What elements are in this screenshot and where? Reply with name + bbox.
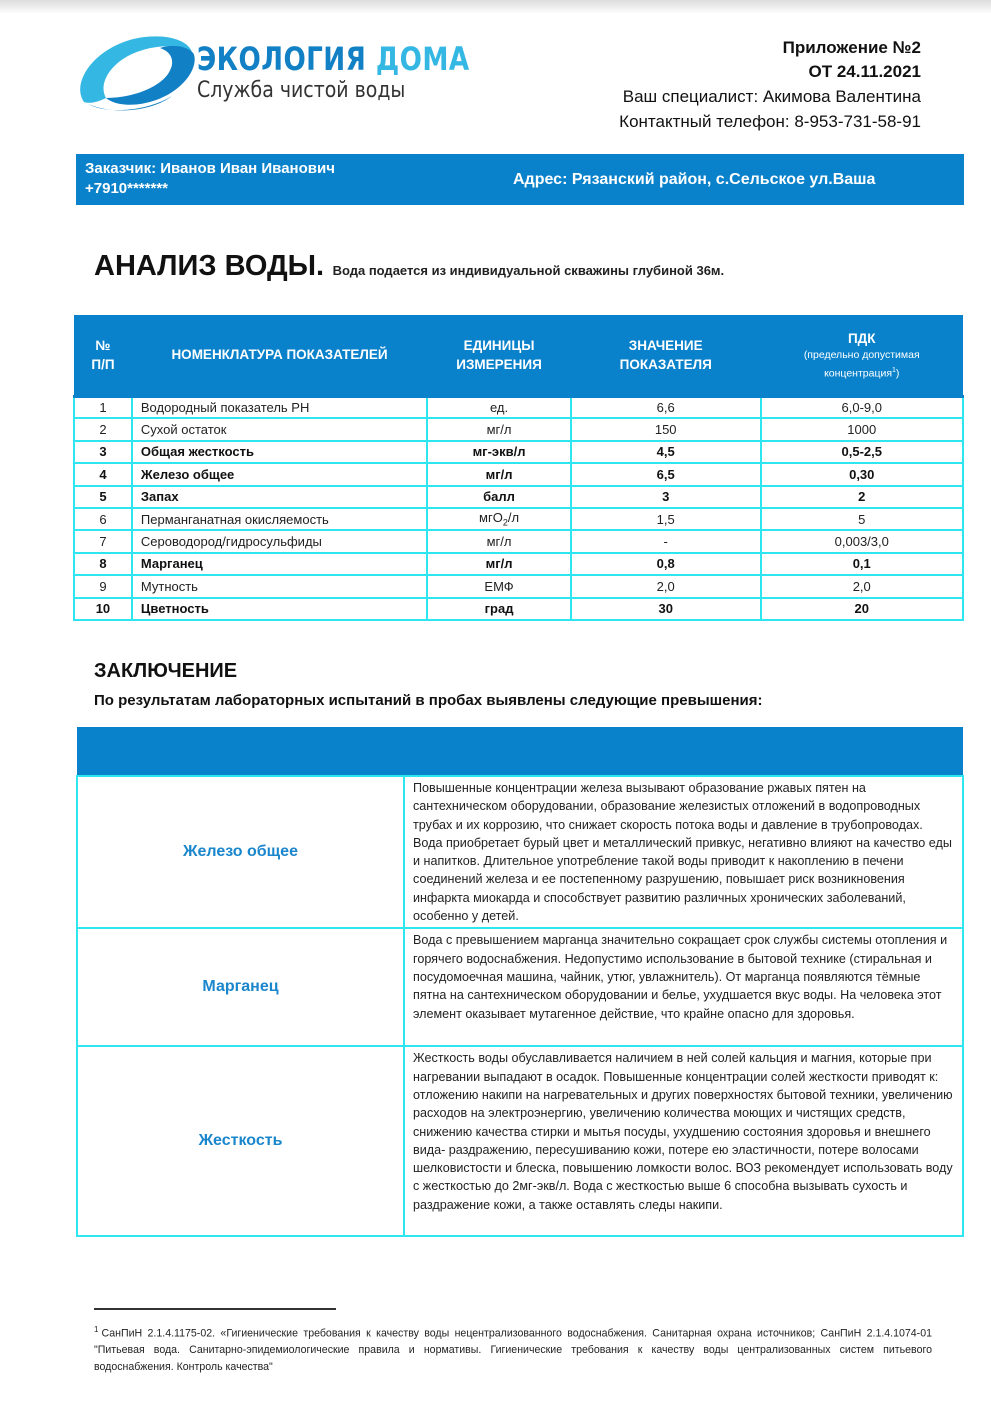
footnote — [94, 1322, 932, 1375]
conclusion-title: ЗАКЛЮЧЕНИЕ — [94, 660, 238, 682]
logo-title — [197, 40, 470, 78]
table-row: 7 Сероводород/гидросульфиды мг/л - 0,003/3,0 — [74, 530, 963, 552]
specialist-name: Ваш специалист: Акимова Валентина — [622, 87, 921, 106]
appendix-number: Приложение №2 — [782, 38, 921, 57]
col-header-pdk: ПДК (предельно допустимая концентрация$^1$) — [761, 315, 964, 396]
contact-phone: Контактный телефон: 8-953-731-58-91 — [619, 112, 921, 131]
swirl-logo-icon — [76, 32, 201, 114]
footnote-text: СанПиН 2.1.4.1175-02. «Гигиенические требования к качеству воды нецентрализованного водоснабжения. Санитарная охрана источников; СанПиН 2.1.4.1074-01 "Питьевая вода. Санитарно-эпидемиологические правила и нормативы. Гигиенические требования к качеству воды централизованных систем питьевого водоснабжения. Контроль качества" — [94, 1327, 932, 1373]
analysis-table — [73, 315, 964, 621]
analysis-heading — [94, 250, 724, 283]
table-row: 9 Мутность ЕМФ 2,0 2,0 — [74, 575, 963, 597]
customer-name: Заказчик: Иванов Иван Иванович — [85, 160, 335, 177]
customer-address: Адрес: Рязанский район, с.Сельское ул.Ваша — [513, 171, 876, 188]
page-top-shadow — [0, 0, 991, 14]
logo-subtitle: Служба чистой воды — [197, 78, 406, 103]
conclusion-row — [77, 1046, 963, 1236]
conclusion-text: Жесткость воды обуславливается наличием в ней солей кальция и магния, которые при нагревании выпадают в осадок. Повышенные концентрации солей жесткости приводят к: отложению накипи на нагревательных и других поверхностях бытовой техники, увеличению расходов на электроэнергию, увеличению количества моющих и чистящих средств, снижению качества стирки и мытья посуды, ухудшению состояния здоровья и внешнего вида- раздражению, пересушиванию кожи, потере ею эластичности, потере волосами шелковистости и блеска, повышению ломкости волос. ВОЗ рекомендует использовать воду с жесткостью до 2мг-экв/л. Вода с жесткостью выше 6 способна вызывать сухость и раздражение кожи, а также оставлять следы накипи. — [404, 1046, 963, 1236]
conclusion-label: Жесткость — [77, 1046, 404, 1236]
table-row-exceeded: 8 Марганец мг/л 0,8 0,1 — [74, 553, 963, 575]
footnote-separator — [94, 1308, 336, 1310]
conclusion-label: Железо общее — [77, 776, 404, 928]
analysis-subtitle: Вода подается из индивидуальной скважины глубиной 36м. — [332, 263, 725, 278]
table-row-exceeded: 4 Железо общее мг/л 6,5 0,30 — [74, 463, 963, 485]
col-header-unit: ЕДИНИЦЫ ИЗМЕРЕНИЯ — [427, 315, 571, 396]
conclusion-subtitle: По результатам лабораторных испытаний в пробах выявлены следующие превышения: — [94, 692, 763, 709]
col-header-number: № П/П — [74, 315, 132, 396]
table-row: 2 Сухой остаток мг/л 150 1000 — [74, 418, 963, 440]
conclusion-row — [77, 776, 963, 928]
company-logo — [76, 32, 470, 112]
table-row-exceeded: 3 Общая жесткость мг-экв/л 4,5 0,5-2,5 — [74, 441, 963, 463]
table-row: 6 Перманганатная окисляемость мгО$_2$/л 1,5 5 — [74, 508, 963, 530]
footnote-mark: 1 — [94, 1325, 99, 1334]
document-date: ОТ 24.11.2021 — [808, 62, 921, 81]
col-header-value: ЗНАЧЕНИЕ ПОКАЗАТЕЛЯ — [571, 315, 761, 396]
logo-title-word2: ДОМА — [375, 40, 470, 78]
table-row-exceeded: 10 Цветность град 30 20 — [74, 598, 963, 620]
conclusion-row — [77, 928, 963, 1046]
document-header-info — [619, 36, 921, 134]
table-row: 1 Водородный показатель РН ед. 6,6 6,0-9,0 — [74, 396, 963, 418]
conclusion-table-header — [77, 727, 963, 776]
customer-info — [85, 159, 335, 199]
conclusion-label: Марганец — [77, 928, 404, 1046]
customer-band — [76, 154, 964, 205]
analysis-title: АНАЛИЗ ВОДЫ. — [94, 250, 325, 282]
conclusion-text: Вода с превышением марганца значительно сокращает срок службы системы отопления и горячего водоснабжения. Недопустимо использование в бытовой технике (стиральная и посудомоечная машина, чайник, утюг, увлажнитель). От марганца появляются тёмные пятна на сантехническом оборудовании и белье, ухудшается вкус воды. На человека этот элемент оказывает мутагенное действие, что крайне опасно для здоровья. — [404, 928, 963, 1046]
conclusion-text: Повышенные концентрации железа вызывают образование ржавых пятен на сантехническом оборудовании, образование железистых отложений в водопроводных трубах и их коррозию, что снижает скорость потока воды и давление в трубопроводах. Вода приобретает бурый цвет и металлический привкус, негативно влияют на качество еды и напитков. Длительное употребление такой воды приводит к накоплению в печени соединений железа и ее постепенному разрушению, повышает риск возникновения инфаркта миокарда и способствует развитию различных хронических заболеваний, особенно у детей. — [404, 776, 963, 928]
col-header-name: НОМЕНКЛАТУРА ПОКАЗАТЕЛЕЙ — [132, 315, 427, 396]
customer-phone: +7910******* — [85, 180, 168, 197]
logo-title-word1: ЭКОЛОГИЯ — [197, 40, 367, 78]
footnote-marker: 1 — [892, 366, 896, 374]
unit-cell: мгО$_2$/л — [427, 508, 571, 530]
analysis-table-header — [74, 315, 963, 396]
table-row-exceeded: 5 Запах балл 3 2 — [74, 486, 963, 508]
conclusion-table — [76, 727, 964, 1237]
